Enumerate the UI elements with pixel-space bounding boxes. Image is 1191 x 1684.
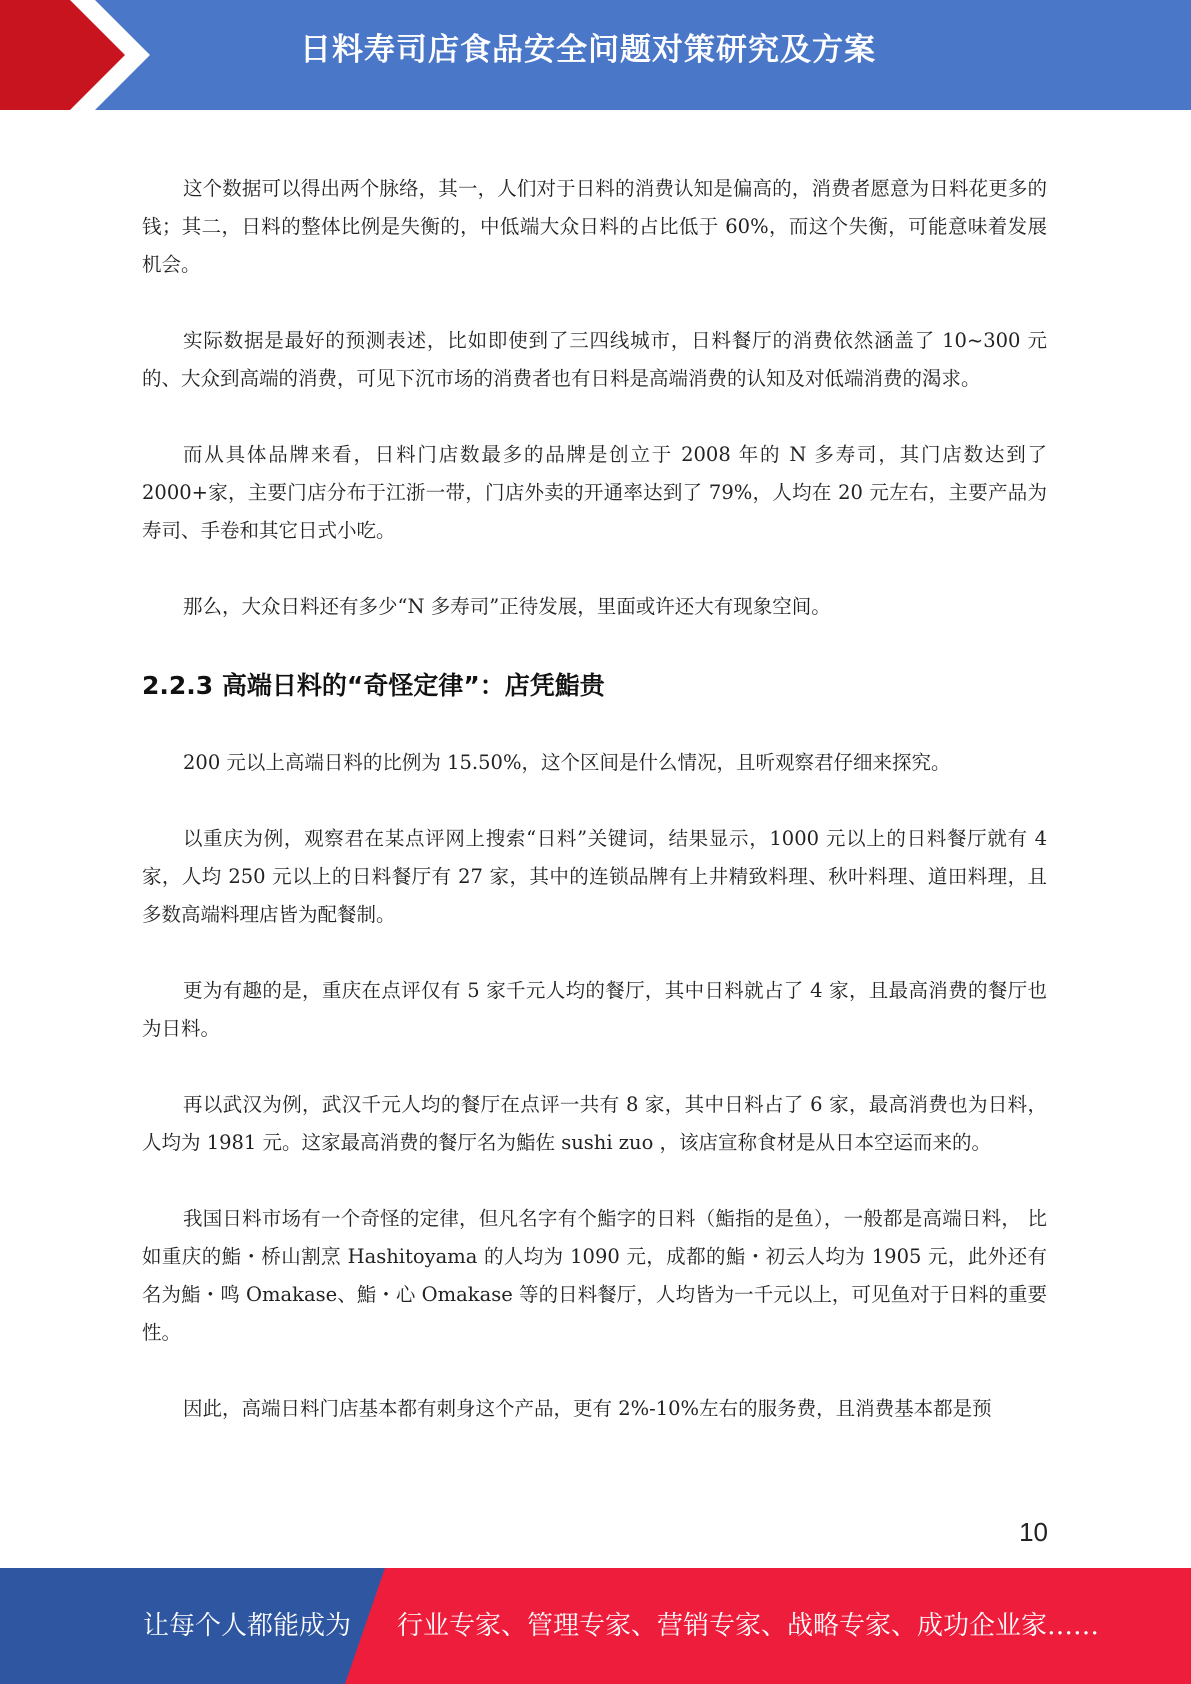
- page-footer: [0, 1568, 1191, 1684]
- section-heading: 2.2.3 高端日料的“奇怪定律”：店凭鮨贵: [142, 671, 605, 700]
- paragraph: 而从具体品牌来看，日料门店数最多的品牌是创立于 2008 年的 N 多寿司，其门店数达到了 2000+家，主要门店分布于江浙一带，门店外卖的开通率达到了 79%，人均在 20 元左右，主要产品为寿司、手卷和其它日式小吃。: [142, 443, 1047, 542]
- footer-slogan-right: 行业专家、管理专家、营销专家、战略专家、成功企业家……: [397, 1611, 1100, 1641]
- page-header: [0, 0, 1191, 110]
- paragraph: 我国日料市场有一个奇怪的定律，但凡名字有个鮨字的日料（鮨指的是鱼），一般都是高端日料， 比如重庆的鮨・桥山割烹 Hashitoyama 的人均为 1090 元，成都的鮨・初云人均为 1905 元，此外还有名为鮨・鸣 Omakase、鮨・心 Omakase 等的日料餐厅，人均皆为一千元以上，可见鱼对于日料的重要性。: [142, 1207, 1047, 1344]
- paragraph: 以重庆为例，观察君在某点评网上搜索“日料”关键词，结果显示，1000 元以上的日料餐厅就有 4 家，人均 250 元以上的日料餐厅有 27 家，其中的连锁品牌有上井精致料理、秋叶料理、道田料理，且多数高端料理店皆为配餐制。: [142, 827, 1047, 926]
- document-title: 日料寿司店食品安全问题对策研究及方案: [300, 32, 876, 68]
- paragraph: 那么，大众日料还有多少“N 多寿司”正待发展，里面或许还大有现象空间。: [183, 595, 831, 618]
- document-body: [142, 170, 1047, 1466]
- paragraph: 200 元以上高端日料的比例为 15.50%，这个区间是什么情况，且听观察君仔细来探究。: [183, 751, 951, 774]
- paragraph: 这个数据可以得出两个脉络，其一，人们对于日料的消费认知是偏高的，消费者愿意为日料花更多的钱；其二，日料的整体比例是失衡的，中低端大众日料的占比低于 60%，而这个失衡，可能意味着发展机会。: [142, 177, 1047, 276]
- footer-slogan-left: 让每个人都能成为: [143, 1611, 352, 1641]
- page-number: 10: [1019, 1517, 1048, 1547]
- paragraph: 因此，高端日料门店基本都有刺身这个产品，更有 2%-10%左右的服务费，且消费基本都是预: [183, 1397, 992, 1420]
- paragraph: 实际数据是最好的预测表述，比如即使到了三四线城市，日料餐厅的消费依然涵盖了 10~300 元的、大众到高端的消费，可见下沉市场的消费者也有日料是高端消费的认知及对低端消费的渴求。: [142, 329, 1047, 390]
- paragraph: 更为有趣的是，重庆在点评仅有 5 家千元人均的餐厅，其中日料就占了 4 家，且最高消费的餐厅也为日料。: [142, 979, 1047, 1040]
- header-red-chevron-shape: [0, 0, 150, 110]
- paragraph: 再以武汉为例，武汉千元人均的餐厅在点评一共有 8 家，其中日料占了 6 家，最高消费也为日料，人均为 1981 元。这家最高消费的餐厅名为鮨佐 sushi zuo ，该店宣称食材是从日本空运而来的。: [142, 1093, 1047, 1154]
